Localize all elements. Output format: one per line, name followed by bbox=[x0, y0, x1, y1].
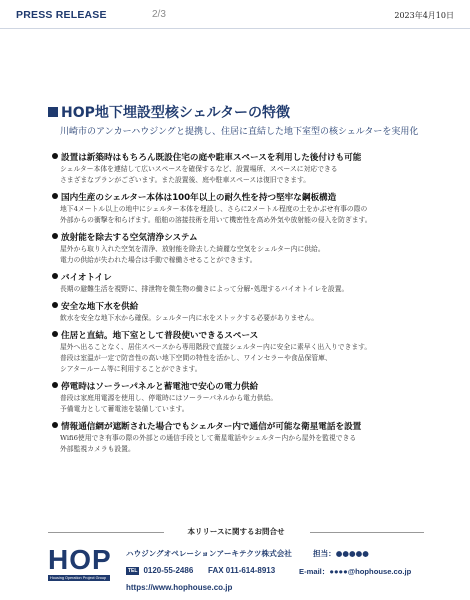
feature-item bbox=[52, 381, 452, 415]
feature-heading-text: 安全な地下水を供給 bbox=[61, 302, 139, 312]
feature-heading-text: 国内生産のシェルター本体は100年以上の耐久性を持つ堅牢な鋼板構造 bbox=[61, 193, 337, 203]
feature-description: 地下4メートル以上の地中にシェルター本体を埋設し、さらに2メートル程度の土をかぶせ有事の際の bbox=[60, 205, 368, 213]
square-bullet-icon bbox=[48, 107, 58, 117]
website-link[interactable]: https://www.hophouse.co.jp bbox=[126, 583, 233, 592]
feature-description: 普段は家庭用電源を使用し、停電時にはソーラーパネルから電力供給。 bbox=[60, 394, 278, 402]
feature-description: 普段は室温が一定で防音性の高い地下空間の特性を活かし、ワインセラーや食品保管庫、 bbox=[60, 354, 332, 362]
feature-description: 飲水を安全な地下水から確保。シェルター内に水をストックする必要がありません。 bbox=[60, 314, 319, 322]
person-label: 担当： bbox=[313, 549, 336, 558]
divider-right bbox=[310, 532, 424, 533]
feature-description: 予備電力として蓄電池を装備しています。 bbox=[60, 405, 189, 413]
feature-item bbox=[52, 301, 452, 324]
feature-heading-text: 情報通信網が遮断された場合でもシェルター内で通信が可能な衛星電話を設置 bbox=[61, 422, 362, 432]
bullet-dot-icon bbox=[52, 302, 58, 308]
feature-description: さまざまなプランがございます。また設置後、庭や駐車スペースは復旧できます。 bbox=[60, 176, 311, 184]
feature-heading bbox=[52, 381, 452, 393]
feature-heading bbox=[52, 192, 452, 204]
feature-list bbox=[52, 152, 452, 461]
feature-description: 電力の供給が失われた場合は手動で稼働させることができます。 bbox=[60, 256, 257, 264]
feature-item bbox=[52, 272, 452, 295]
release-date: 2023年4月10日 bbox=[394, 11, 454, 20]
hop-logo bbox=[48, 545, 110, 589]
feature-item bbox=[52, 192, 452, 226]
phone-number bbox=[126, 566, 193, 575]
feature-heading-text: 停電時はソーラーパネルと蓄電池で安心の電力供給 bbox=[61, 382, 259, 392]
logo-text: HOP bbox=[48, 544, 112, 575]
bullet-dot-icon bbox=[52, 331, 58, 337]
feature-description: 外部からの衝撃を和らげます。船舶の溶接技術を用いて機密性を高め外気や放射能の侵入を防ぎます。 bbox=[60, 216, 372, 224]
feature-description: シアタールーム等に利用することができます。 bbox=[60, 365, 202, 373]
feature-description: シェルター本体を連結して広いスペースを確保するなど、設置場所、スペースに対応できる bbox=[60, 165, 338, 173]
bullet-dot-icon bbox=[52, 233, 58, 239]
phone-text: 0120-55-2486 bbox=[143, 566, 194, 575]
title-text: HOP地下埋設型核シェルターの特徴 bbox=[61, 105, 291, 121]
bullet-dot-icon bbox=[52, 153, 58, 159]
fax-number: FAX 011-614-8913 bbox=[208, 566, 276, 575]
bullet-dot-icon bbox=[52, 422, 58, 428]
feature-heading-text: 放射能を除去する空気清浄システム bbox=[61, 233, 198, 243]
bullet-dot-icon bbox=[52, 382, 58, 388]
phone-icon: TEL bbox=[128, 568, 138, 574]
feature-heading-text: バイオトイレ bbox=[61, 273, 112, 283]
email-link[interactable]: E-mail：●●●●@hophouse.co.jp bbox=[299, 567, 412, 576]
feature-heading bbox=[52, 232, 452, 244]
feature-description: 長期の避難生活を視野に、排泄物を微生物の働きによって分解･処理するバイオトイレを設置。 bbox=[60, 285, 349, 293]
feature-description: Wifi6使用でき有事の際の外部との通信手段として衛星電話やシェルター内から屋外を監視できる bbox=[60, 434, 357, 442]
bullet-dot-icon bbox=[52, 273, 58, 279]
feature-description: 屋外から取り入れた空気を清浄、放射能を除去した綺麗な空気をシェルター内に供給。 bbox=[60, 245, 325, 253]
feature-description: 屋外へ出ることなく、居住スペースから専用階段で直接シェルター内に安全に素早く出入りできます。 bbox=[60, 343, 372, 351]
feature-heading-text: 住居と直結。地下室として普段使いできるスペース bbox=[61, 331, 259, 341]
page-number: 2/3 bbox=[152, 9, 166, 20]
feature-heading-text: 設置は新築時はもちろん既設住宅の庭や駐車スペースを利用した後付けも可能 bbox=[61, 153, 362, 163]
feature-heading bbox=[52, 152, 452, 164]
feature-heading bbox=[52, 330, 452, 342]
feature-item bbox=[52, 421, 452, 455]
header-bar bbox=[0, 0, 470, 28]
contact-person bbox=[313, 548, 369, 559]
press-release-label: PRESS RELEASE bbox=[16, 9, 107, 21]
feature-heading bbox=[52, 421, 452, 433]
logo-subtext: Housing Operation Project Group bbox=[48, 575, 110, 581]
feature-item bbox=[52, 152, 452, 186]
contact-heading bbox=[48, 526, 424, 538]
person-name: ●●●●● bbox=[335, 549, 369, 558]
company-name: ハウジングオペレーションアーキテクツ株式会社 bbox=[126, 549, 292, 558]
feature-heading bbox=[52, 272, 452, 284]
contact-heading-text: 本リリースに関するお問合せ bbox=[187, 527, 285, 536]
divider-left bbox=[48, 532, 164, 533]
header-divider bbox=[0, 28, 470, 29]
feature-description: 外部監視カメラも設置。 bbox=[60, 445, 135, 453]
feature-item bbox=[52, 232, 452, 266]
feature-item bbox=[52, 330, 452, 375]
subtitle: 川崎市のアンカーハウジングと提携し、住居に直結した地下室型の核シェルターを実用化 bbox=[60, 127, 419, 137]
page-title bbox=[48, 102, 290, 122]
bullet-dot-icon bbox=[52, 193, 58, 199]
feature-heading bbox=[52, 301, 452, 313]
